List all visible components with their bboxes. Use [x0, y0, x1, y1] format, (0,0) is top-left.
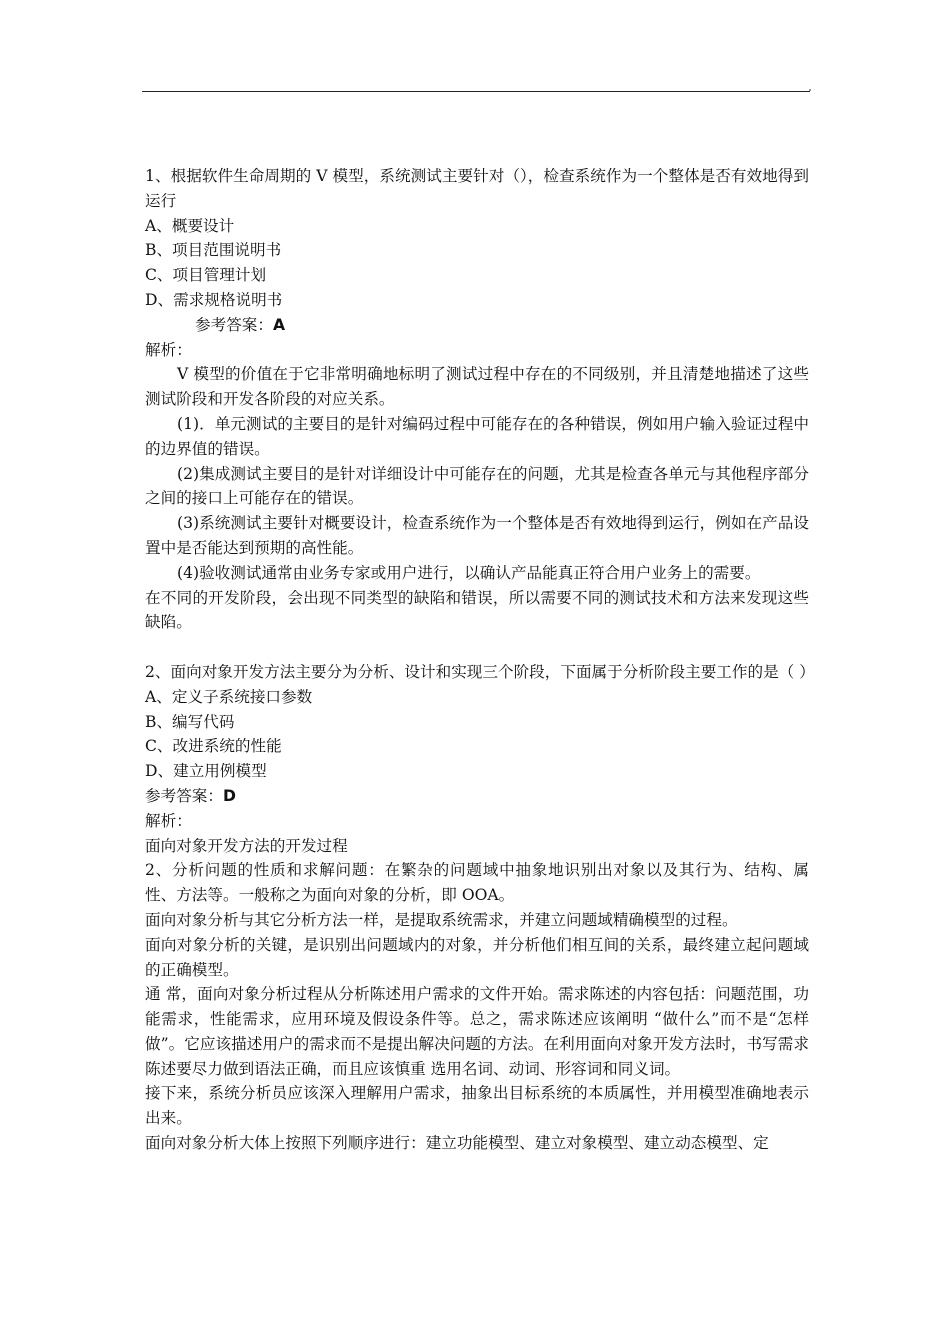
q2-answer-value: D: [222, 786, 236, 805]
q2-answer-line: [145, 784, 809, 809]
q1-option-b: B、项目范围说明书: [145, 241, 282, 260]
q1-answer-value: A: [272, 315, 286, 334]
q1-analysis-conclusion: 在不同的开发阶段，会出现不同类型的缺陷和错误，所以需要不同的测试技术和方法来发现这些缺陷。: [145, 588, 809, 632]
q1-answer-label: 参考答案：: [195, 315, 273, 334]
q2-analysis-para-2: 2、分析问题的性质和求解问题：在繁杂的问题域中抽象地识别出对象以及其行为、结构、属性、方法等。一般称之为面向对象的分析，即 OOA。: [145, 861, 809, 905]
q2-stem: 2、面向对象开发方法主要分为分析、设计和实现三个阶段，下面属于分析阶段主要工作的是（ ）: [145, 662, 815, 681]
q1-analysis-point-4: (4)验收测试通常由业务专家或用户进行，以确认产品能真正符合用户业务上的需要。: [177, 563, 761, 582]
document-body: [145, 164, 815, 1156]
q1-analysis-point-3: (3)系统测试主要针对概要设计，检查系统作为一个整体是否有效地得到运行，例如在产品设置中是否能达到预期的高性能。: [145, 514, 809, 557]
q2-analysis-para-7: 面向对象分析大体上按照下列顺序进行：建立功能模型、建立对象模型、建立动态模型、定: [145, 1134, 769, 1153]
q2-option-b: B、编写代码: [145, 712, 235, 731]
header-rule-mark: [809, 89, 811, 91]
q2-analysis-para-4: 面向对象分析的关键，是识别出问题域内的对象，并分析他们相互间的关系，最终建立起问题域的正确模型。: [145, 935, 809, 979]
q1-analysis-intro: V 模型的价值在于它非常明确地标明了测试过程中存在的不同级别，并且清楚地描述了这些测试阶段和开发各阶段的对应关系。: [145, 365, 809, 409]
q2-analysis-para-5: 通 常，面向对象分析过程从分析陈述用户需求的文件开始。需求陈述的内容包括：问题范围，功能需求，性能需求，应用环境及假设条件等。总之，需求陈述应该阐明 “做什么”而不是“怎样做”。它应该描述用户的需求而不是提出解决问题的方法。在利用面向对象开发方法时，书写需求陈述要尽力做到语法正确，而且应该慎重 选用名词、动词、形容词和同义词。: [145, 985, 809, 1078]
q1-option-c: C、项目管理计划: [145, 266, 267, 285]
header-rule: [142, 91, 810, 92]
q1-analysis-point-1: (1)．单元测试的主要目的是针对编码过程中可能存在的各种错误，例如用户输入验证过程中的边界值的错误。: [145, 414, 809, 458]
q2-option-d: D、建立用例模型: [145, 762, 267, 781]
q2-analysis-para-3: 面向对象分析与其它分析方法一样，是提取系统需求，并建立问题域精确模型的过程。: [145, 910, 738, 929]
q1-stem: 1、根据软件生命周期的 V 模型，系统测试主要针对（），检查系统作为一个整体是否有效地得到运行: [145, 167, 809, 210]
q2-analysis-para-1: 面向对象开发方法的开发过程: [145, 836, 348, 855]
q1-answer-line: [145, 313, 809, 338]
question-spacer: [145, 635, 809, 660]
q2-answer-label: 参考答案：: [145, 786, 223, 805]
q1-option-d: D、需求规格说明书: [145, 290, 283, 309]
q1-analysis-label: 解析：: [145, 340, 192, 359]
q2-option-a: A、定义子系统接口参数: [145, 687, 313, 706]
q2-analysis-label: 解析：: [145, 811, 192, 830]
q1-option-a: A、概要设计: [145, 216, 235, 235]
q2-option-c: C、改进系统的性能: [145, 737, 282, 756]
q2-analysis-para-6: 接下来，系统分析员应该深入理解用户需求，抽象出目标系统的本质属性，并用模型准确地表示出来。: [145, 1084, 809, 1128]
q1-analysis-point-2: (2)集成测试主要目的是针对详细设计中可能存在的问题，尤其是检查各单元与其他程序部分之间的接口上可能存在的错误。: [145, 464, 809, 508]
